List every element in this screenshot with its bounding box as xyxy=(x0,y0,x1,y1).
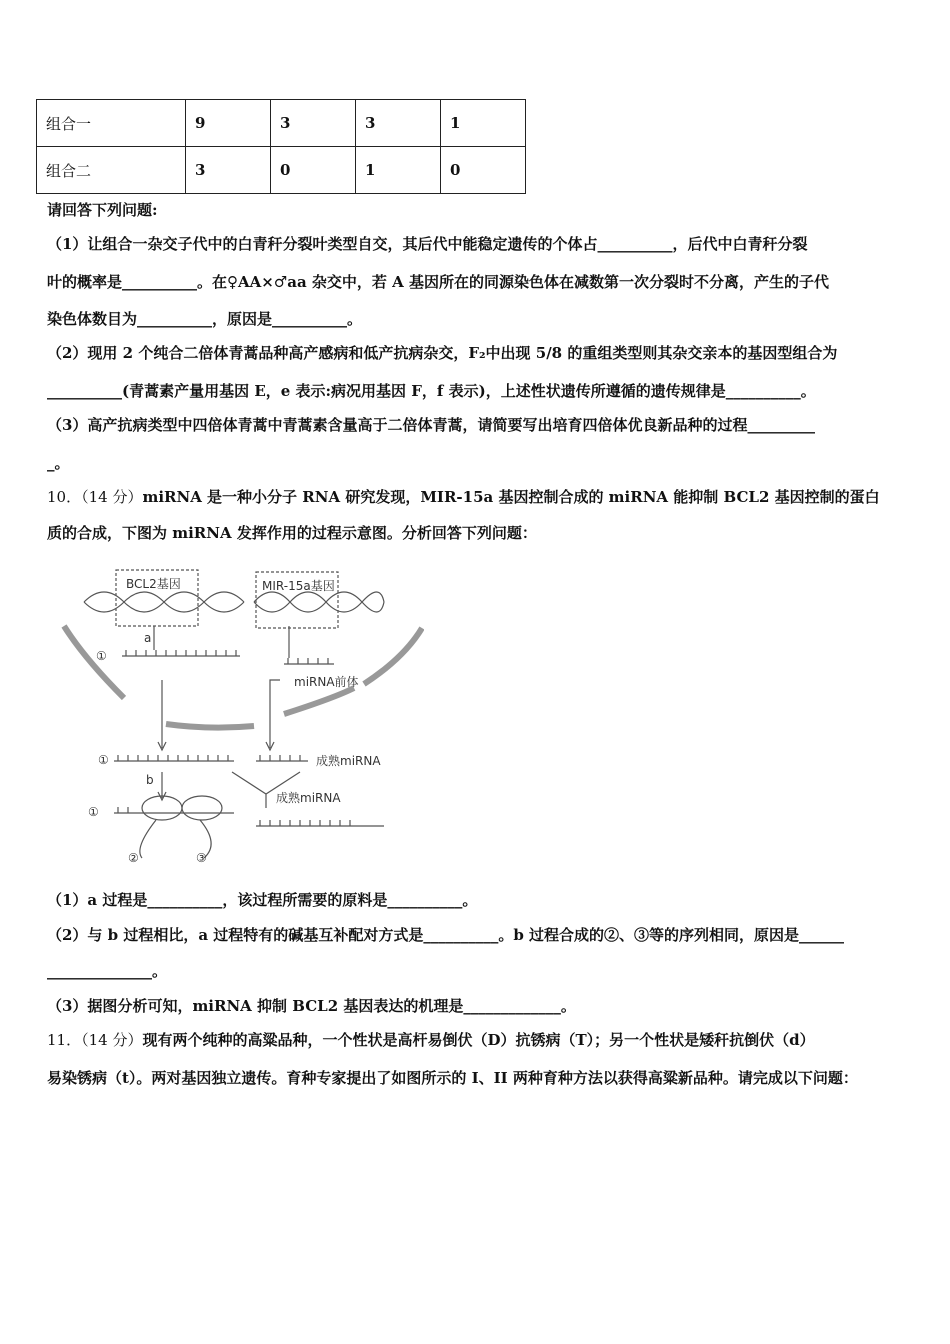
label-circle3: ③ xyxy=(196,851,207,865)
table-row xyxy=(37,100,526,147)
table-row xyxy=(37,147,526,194)
label-precursor: miRNA前体 xyxy=(294,675,359,689)
label-circle1: ① xyxy=(96,649,107,663)
polypeptide-2 xyxy=(140,820,156,858)
q10-stem-line1 xyxy=(47,487,880,507)
q11-number: 11．（14 分） xyxy=(47,1031,143,1049)
q9-part1-line3: 染色体数目为__________，原因是__________。 xyxy=(47,310,363,328)
ribosome-2 xyxy=(182,796,222,820)
cell: 3 xyxy=(271,100,356,147)
q9-part2-line1: （2）现用 2 个纯合二倍体青蒿品种高产感病和低产抗病杂交，F₂中出现 5/8 的重组类型则其杂交亲本的基因型组合为 xyxy=(47,344,838,362)
q10-part2-line1: （2）与 b 过程相比，a 过程特有的碱基互补配对方式是__________。b 过程合成的②、③等的序列相同，原因是______ xyxy=(47,926,845,944)
cell: 3 xyxy=(186,147,271,194)
q9-part3-line2: _。 xyxy=(47,454,70,472)
cell: 9 xyxy=(186,100,271,147)
membrane-segment xyxy=(364,628,422,684)
cell: 1 xyxy=(356,147,441,194)
label-mature2: 成熟miRNA xyxy=(276,791,341,805)
q9-part1-line2: 叶的概率是__________。在♀AA×♂aa 杂交中，若 A 基因所在的同源染色体在减数第一次分裂时不分离，产生的子代 xyxy=(47,273,830,291)
q9-part3-line1: （3）高产抗病类型中四倍体青蒿中青蒿素含量高于二倍体青蒿，请简要写出培育四倍体优良新品种的过程_________ xyxy=(47,416,815,434)
membrane-segment xyxy=(166,724,254,728)
label-circle1b: ① xyxy=(98,753,109,767)
cell: 0 xyxy=(271,147,356,194)
label-b: b xyxy=(146,773,154,787)
row-label: 组合一 xyxy=(37,100,186,147)
label-circle1c: ① xyxy=(88,805,99,819)
q10-stem-line2: 质的合成，下图为 miRNA 发挥作用的过程示意图。分析回答下列问题： xyxy=(47,524,537,542)
cell: 1 xyxy=(441,100,526,147)
q10-part2-line2: ______________。 xyxy=(47,962,168,980)
cell: 3 xyxy=(356,100,441,147)
q11-stem-line2: 易染锈病（t）。两对基因独立遗传。育种专家提出了如图所示的 I、II 两种育种方法以获得高粱新品种。请完成以下问题： xyxy=(47,1069,858,1087)
mir-dna-strand xyxy=(254,592,384,612)
label-circle2: ② xyxy=(128,851,139,865)
membrane-segment xyxy=(64,626,124,698)
q10-part3: （3）据图分析可知，miRNA 抑制 BCL2 基因表达的机理是_____________。 xyxy=(47,997,576,1015)
q9-prompt: 请回答下列问题: xyxy=(47,201,158,219)
bcl2-dna-strand xyxy=(84,592,244,612)
row-label: 组合二 xyxy=(37,147,186,194)
membrane-segment xyxy=(284,688,354,714)
q10-stem-text: miRNA 是一种小分子 RNA 研究发现，MIR-15a 基因控制合成的 miRNA 能抑制 BCL2 基因控制的蛋白 xyxy=(142,488,880,506)
label-mir15a-gene: MIR-15a基因 xyxy=(262,579,335,593)
q9-part1-line1: （1）让组合一杂交子代中的白青秆分裂叶类型自交，其后代中能稳定遗传的个体占__________，后代中白青秆分裂 xyxy=(47,235,808,253)
q11-stem-line1 xyxy=(47,1030,815,1050)
cell: 0 xyxy=(441,147,526,194)
mirna-process-figure xyxy=(44,558,424,876)
data-table xyxy=(36,99,526,194)
q10-part1: （1）a 过程是__________，该过程所需要的原料是__________。 xyxy=(47,891,478,909)
mir-dna-strand xyxy=(254,592,384,612)
q9-part2-line2: __________(青蒿素产量用基因 E，e 表示:病况用基因 F，f 表示)，上述性状遗传所遵循的遗传规律是__________。 xyxy=(47,382,816,400)
q10-number: 10．（14 分） xyxy=(47,488,143,506)
label-mature1: 成熟miRNA xyxy=(316,754,381,768)
arrow-mature xyxy=(270,680,280,748)
q11-stem-text: 现有两个纯种的高粱品种，一个性状是高杆易倒伏（D）抗锈病（T）；另一个性状是矮秆抗倒伏（d） xyxy=(142,1031,815,1049)
label-bcl2-gene: BCL2基因 xyxy=(126,577,181,591)
label-a: a xyxy=(144,631,152,645)
